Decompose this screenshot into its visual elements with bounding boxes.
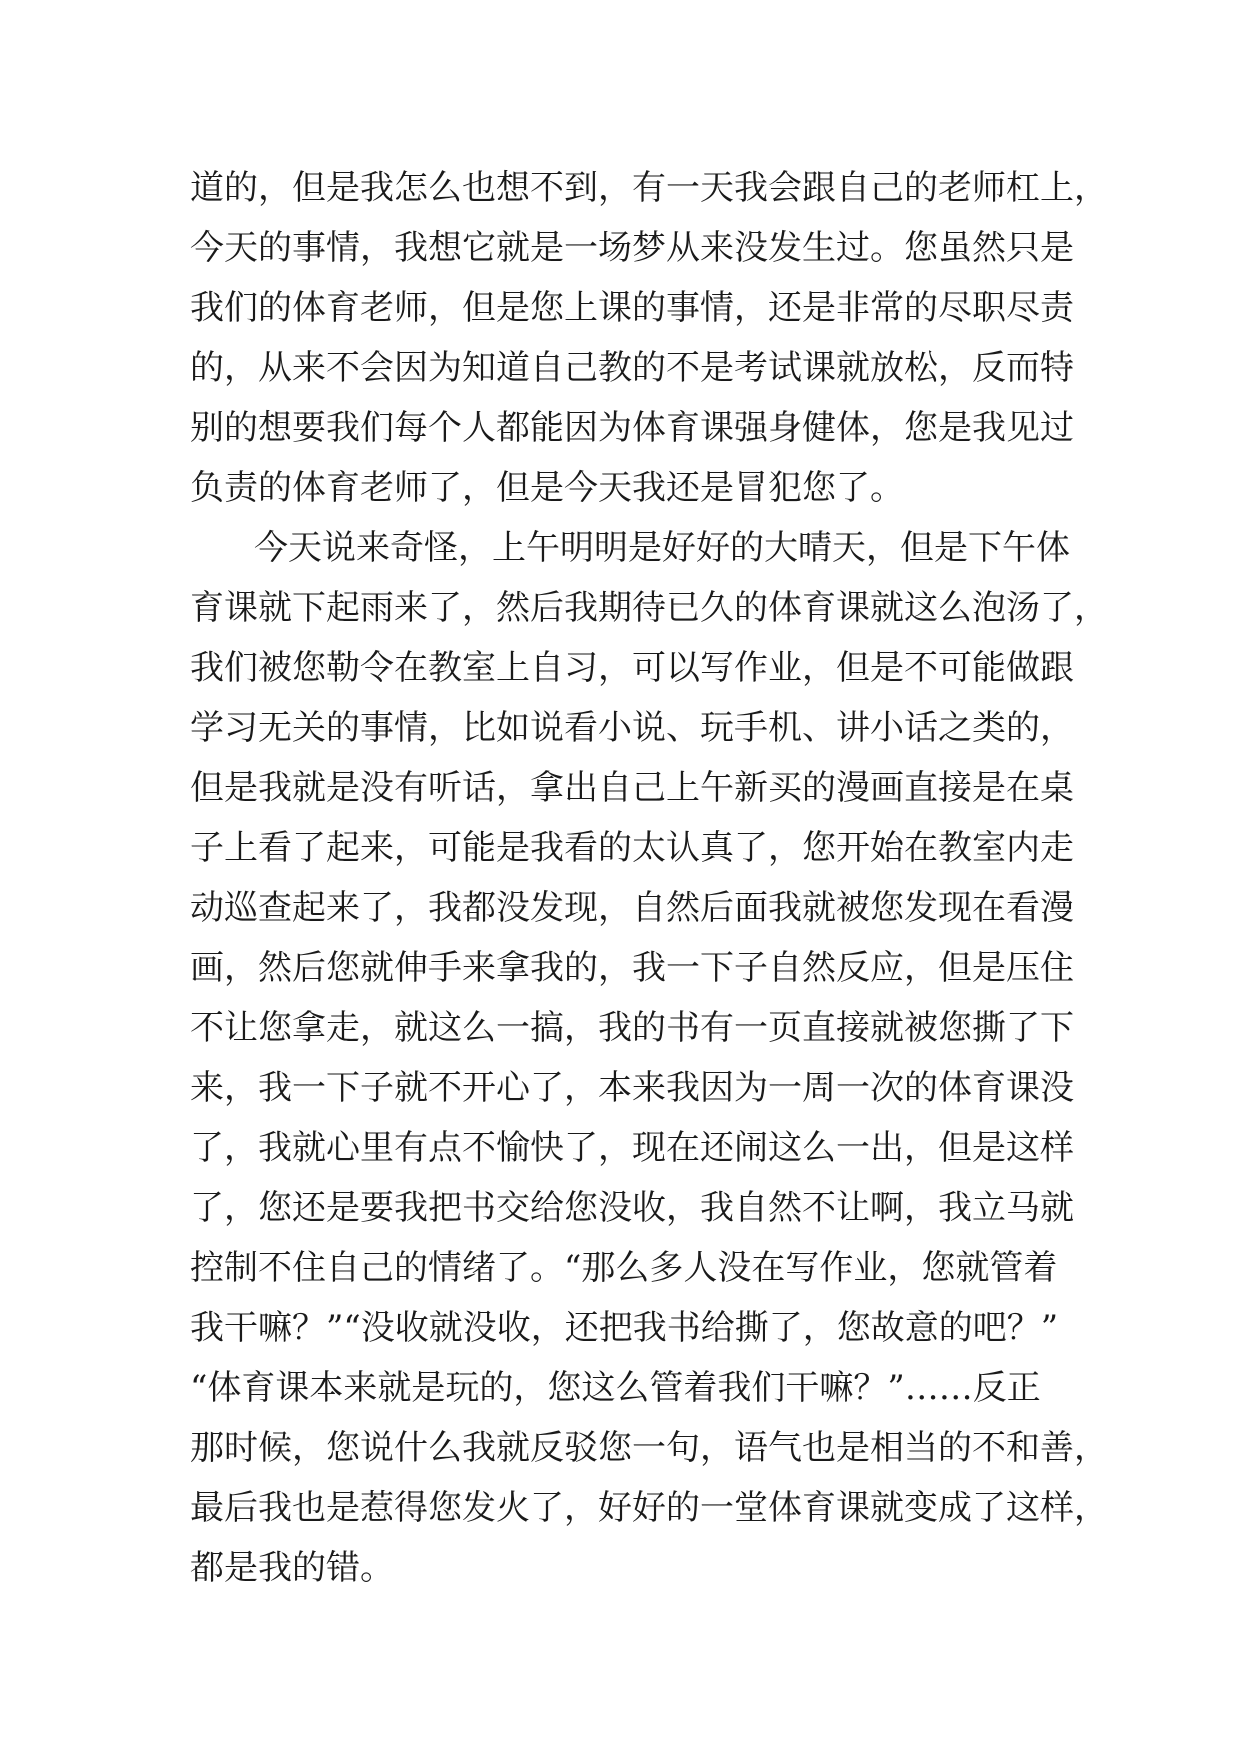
text-line: 了，我就心里有点不愉快了，现在还闹这么一出，但是这样 xyxy=(190,1128,1074,1168)
paragraph-2 xyxy=(190,518,1108,1598)
text-line: 动巡查起来了，我都没发现，自然后面我就被您发现在看漫 xyxy=(190,888,1074,928)
text-line: 但是我就是没有听话，拿出自己上午新买的漫画直接是在桌 xyxy=(190,768,1074,808)
text-line: 今天说来奇怪，上午明明是好好的大晴天，但是下午体 xyxy=(254,528,1070,568)
text-line: 了，您还是要我把书交给您没收，我自然不让啊，我立马就 xyxy=(190,1188,1074,1228)
text-line: 我们的体育老师，但是您上课的事情，还是非常的尽职尽责 xyxy=(190,288,1074,328)
text-line: 负责的体育老师了，但是今天我还是冒犯您了。 xyxy=(190,468,904,508)
text-line: 来，我一下子就不开心了，本来我因为一周一次的体育课没 xyxy=(190,1068,1074,1108)
text-line: “体育课本来就是玩的，您这么管着我们干嘛？”……反正 xyxy=(190,1368,1041,1408)
text-line: 我干嘛？”“没收就没收，还把我书给撕了，您故意的吧？” xyxy=(190,1308,1059,1348)
text-line: 不让您拿走，就这么一搞，我的书有一页直接就被您撕了下 xyxy=(190,1008,1074,1048)
text-line: 画，然后您就伸手来拿我的，我一下子自然反应，但是压住 xyxy=(190,948,1074,988)
text-line: 子上看了起来，可能是我看的太认真了，您开始在教室内走 xyxy=(190,828,1074,868)
text-line: 都是我的错。 xyxy=(190,1548,394,1588)
text-line: 今天的事情，我想它就是一场梦从来没发生过。您虽然只是 xyxy=(190,228,1074,268)
text-line: 育课就下起雨来了，然后我期待已久的体育课就这么泡汤了， xyxy=(190,588,1108,628)
paragraph-1 xyxy=(190,158,1108,518)
text-line: 道的，但是我怎么也想不到，有一天我会跟自己的老师杠上， xyxy=(190,168,1108,208)
text-line: 的，从来不会因为知道自己教的不是考试课就放松，反而特 xyxy=(190,348,1074,388)
text-line: 控制不住自己的情绪了。“那么多人没在写作业，您就管着 xyxy=(190,1248,1058,1288)
text-line: 学习无关的事情，比如说看小说、玩手机、讲小话之类的， xyxy=(190,708,1074,748)
text-line: 我们被您勒令在教室上自习，可以写作业，但是不可能做跟 xyxy=(190,648,1074,688)
text-line: 别的想要我们每个人都能因为体育课强身健体，您是我见过 xyxy=(190,408,1074,448)
text-line: 最后我也是惹得您发火了，好好的一堂体育课就变成了这样， xyxy=(190,1488,1108,1528)
text-line: 那时候，您说什么我就反驳您一句，语气也是相当的不和善， xyxy=(190,1428,1108,1468)
body-text xyxy=(190,158,1108,1598)
